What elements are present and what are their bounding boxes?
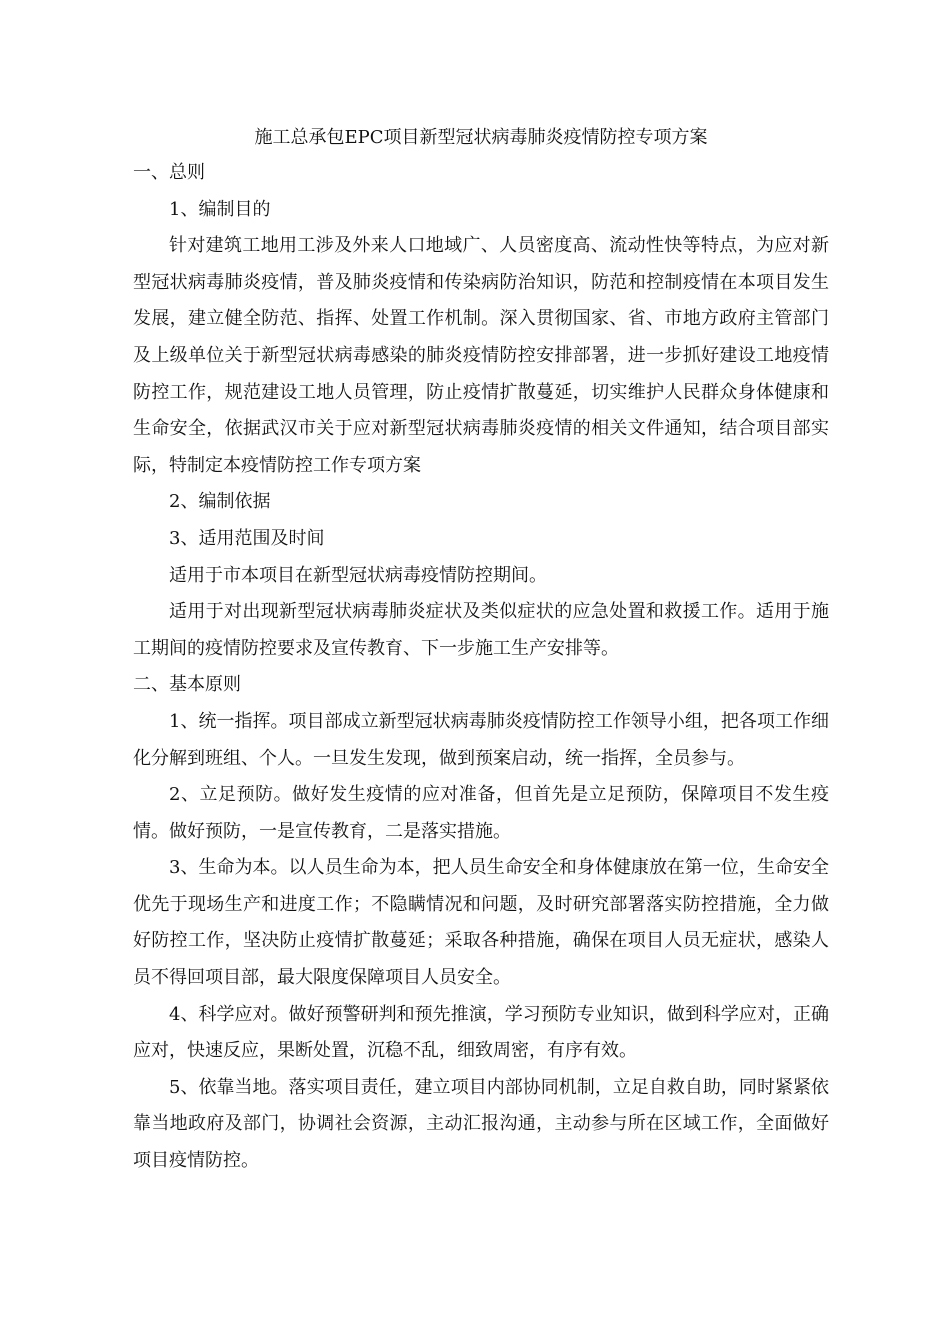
section-heading-general: 一、总则 (133, 162, 205, 183)
section-heading-principles: 二、基本原则 (133, 674, 241, 696)
subheading-scope: 3、适用范围及时间 (169, 527, 325, 549)
principle-item: 3、生命为本。以人员生命为本，把人员生命安全和身体健康放在第一位，生命安全优先于现场生产和进度工作；不隐瞒情况和问题，及时研究部署落实防控措施，全力做好防控工作，坚决防止疫情扩散蔓延；采取各种措施，确保在项目人员无症状，感染人员不得回项目部，最大限度保障项目人员安全。 (133, 857, 829, 989)
principle-item: 4、科学应对。做好预警研判和预先推演，学习预防专业知识，做到科学应对，正确应对，快速反应，果断处置，沉稳不乱，细致周密，有序有效。 (133, 1003, 829, 1062)
principle-item: 2、立足预防。做好发生疫情的应对准备，但首先是立足预防，保障项目不发生疫情。做好预防，一是宣传教育，二是落实措施。 (133, 784, 829, 842)
principle-item: 1、统一指挥。项目部成立新型冠状病毒肺炎疫情防控工作领导小组，把各项工作细化分解到班组、个人。一旦发生发现，做到预案启动，统一指挥，全员参与。 (133, 710, 829, 769)
paragraph-purpose: 针对建筑工地用工涉及外来人口地域广、人员密度高、流动性快等特点，为应对新型冠状病毒肺炎疫情，普及肺炎疫情和传染病防治知识，防范和控制疫情在本项目发生发展，建立健全防范、指挥、处置工作机制。深入贯彻国家、省、市地方政府主管部门及上级单位关于新型冠状病毒感染的肺炎疫情防控安排部署，进一步抓好建设工地疫情防控工作，规范建设工地人员管理，防止疫情扩散蔓延，切实维护人民群众身体健康和生命安全，依据武汉市关于应对新型冠状病毒肺炎疫情的相关文件通知，结合项目部实际，特制定本疫情防控工作专项方案 (133, 235, 829, 476)
subheading-basis: 2、编制依据 (169, 491, 271, 513)
paragraph-scope-1: 适用于市本项目在新型冠状病毒疫情防控期间。 (169, 564, 547, 586)
paragraph-scope-2: 适用于对出现新型冠状病毒肺炎症状及类似症状的应急处置和救援工作。适用于施工期间的疫情防控要求及宣传教育、下一步施工生产安排等。 (133, 601, 829, 659)
principle-item: 5、依靠当地。落实项目责任，建立项目内部协同机制，立足自救自助，同时紧紧依靠当地政府及部门，协调社会资源，主动汇报沟通，主动参与所在区域工作，全面做好项目疫情防控。 (133, 1076, 829, 1172)
document-title: 施工总承包EPC项目新型冠状病毒肺炎疫情防控专项方案 (254, 127, 708, 148)
subheading-purpose: 1、编制目的 (169, 198, 271, 220)
document-body (133, 121, 829, 1180)
